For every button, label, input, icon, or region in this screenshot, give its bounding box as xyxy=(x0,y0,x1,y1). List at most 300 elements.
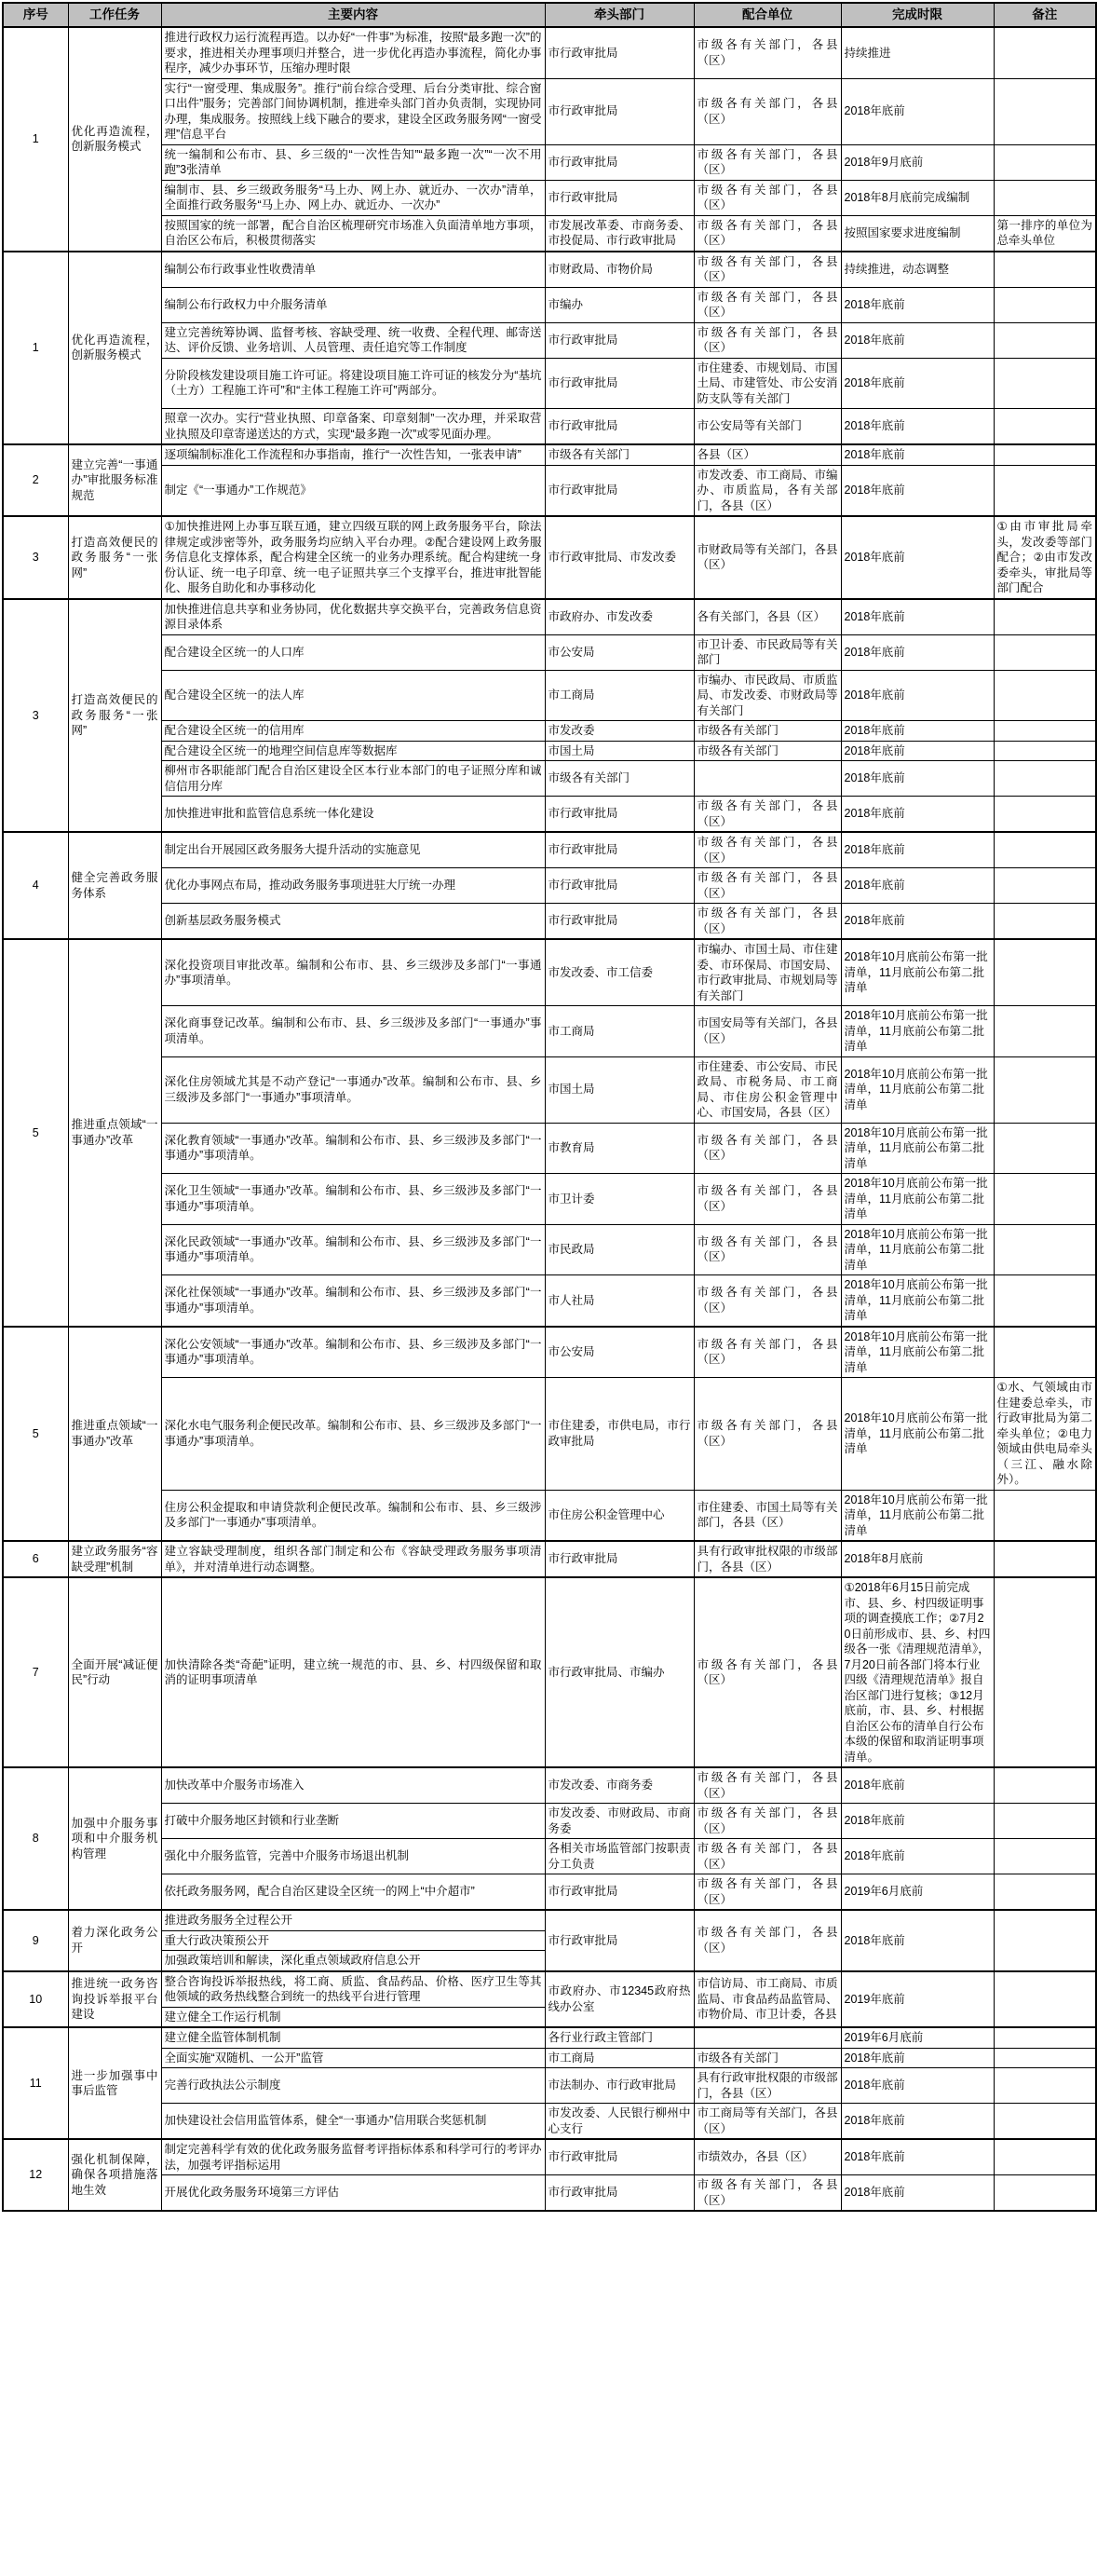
cell-deadline: 2018年10月底前公布第一批清单，11月底前公布第二批清单 xyxy=(841,1327,994,1378)
cell-task: 优化再造流程，创新服务模式 xyxy=(68,27,161,252)
cell-content: ①加快推进网上办事互联互通，建立四级互联的网上政务服务平台，除法律规定或涉密等外，政务服务均应纳入平台办理。②配合建设网上政务服务信息化支撑体系，配合构建全区统一的业务办理系统。配合构建统一身份认证、统一电子印章、统一电子证照共享三个支撑平台，推进审批智能化、服务自助化和办事移动化 xyxy=(161,516,545,599)
cell-lead: 市行政审批局 xyxy=(545,904,694,940)
cell-remark xyxy=(994,78,1096,144)
cell-lead: 市行政审批局 xyxy=(545,78,694,144)
cell-remark xyxy=(994,1275,1096,1327)
table-row xyxy=(3,1874,1096,1911)
cell-coop: 市级各有关部门，各县（区） xyxy=(694,252,841,288)
cell-task: 进一步加强事中事后监管 xyxy=(68,2027,161,2139)
cell-lead: 市卫计委 xyxy=(545,1174,694,1225)
table-header xyxy=(3,3,1096,27)
cell-content: 优化办事网点布局，推动政务服务事项进驻大厅统一办理 xyxy=(161,868,545,904)
cell-remark xyxy=(994,634,1096,670)
cell-content: 创新基层政务服务模式 xyxy=(161,904,545,940)
cell-deadline: 2018年底前 xyxy=(841,904,994,940)
table-row xyxy=(3,180,1096,215)
cell-remark: ①水、气领域由市住建委总牵头，市行政审批局为第二牵头单位；②电力领域由供电局牵头（三江、融水除外）。 xyxy=(994,1378,1096,1491)
table-row xyxy=(3,27,1096,78)
cell-deadline: 2018年10月底前公布第一批清单，11月底前公布第二批清单 xyxy=(841,1378,994,1491)
cell-deadline: 2019年底前 xyxy=(841,1971,994,2028)
cell-deadline: 2018年9月底前 xyxy=(841,144,994,180)
cell-coop: 市级各有关部门 xyxy=(694,721,841,742)
cell-lead: 市民政局 xyxy=(545,1224,694,1275)
cell-deadline: 2018年10月底前公布第一批清单，11月底前公布第二批清单 xyxy=(841,1006,994,1057)
cell-no: 6 xyxy=(3,1541,68,1577)
cell-content: 强化中介服务监管，完善中介服务市场退出机制 xyxy=(161,1839,545,1874)
cell-lead: 市行政审批局 xyxy=(545,1910,694,1971)
cell-deadline: 2018年底前 xyxy=(841,444,994,465)
table-row xyxy=(3,287,1096,322)
table-row xyxy=(3,465,1096,516)
cell-coop: 市级各有关部门，各县（区） xyxy=(694,2175,841,2212)
cell-no: 10 xyxy=(3,1971,68,2028)
table-body xyxy=(3,27,1096,2211)
cell-lead: 市工商局 xyxy=(545,2048,694,2068)
cell-coop: 市级各有关部门，各县（区） xyxy=(694,1224,841,1275)
cell-remark xyxy=(994,2027,1096,2048)
cell-coop: 市级各有关部门，各县（区） xyxy=(694,1577,841,1767)
cell-coop: 市级各有关部门，各县（区） xyxy=(694,1767,841,1804)
table-row xyxy=(3,516,1096,599)
cell-coop: 市级各有关部门，各县（区） xyxy=(694,1174,841,1225)
table-row xyxy=(3,1378,1096,1491)
cell-remark xyxy=(994,1224,1096,1275)
cell-lead: 市行政审批局 xyxy=(545,465,694,516)
cell-deadline: 2018年8月底前完成编制 xyxy=(841,180,994,215)
cell-content: 实行“一窗受理、集成服务”。推行“前台综合受理、后台分类审批、综合窗口出件”服务；完善部门间协调机制，推进牵头部门首办负责制，实现协同办理，集成服务。按照线上线下融合的要求，建设全区政务服务网“一窗受理”信息平台 xyxy=(161,78,545,144)
cell-task: 建立完善“一事通办”审批服务标准规范 xyxy=(68,444,161,516)
table-row xyxy=(3,1767,1096,1804)
cell-coop: 市绩效办，各县（区） xyxy=(694,2139,841,2175)
cell-coop: 市住建委、市公安局、市民政局、市税务局、市工商局、市住房公积金管理中心、市国安局，各县（区） xyxy=(694,1056,841,1123)
cell-remark xyxy=(994,1056,1096,1123)
cell-coop: 市财政局等有关部门，各县（区） xyxy=(694,516,841,599)
cell-lead: 市发改委、市财政局、市商务委 xyxy=(545,1804,694,1839)
cell-coop: 市级各有关部门，各县（区） xyxy=(694,797,841,833)
table-row xyxy=(3,1224,1096,1275)
cell-remark xyxy=(994,1541,1096,1577)
cell-no: 9 xyxy=(3,1910,68,1971)
cell-coop: 市级各有关部门，各县（区） xyxy=(694,144,841,180)
cell-content: 配合建设全区统一的人口库 xyxy=(161,634,545,670)
cell-coop: 市级各有关部门，各县（区） xyxy=(694,287,841,322)
cell-lead: 市发改委、市工信委 xyxy=(545,939,694,1006)
cell-deadline: 2018年底前 xyxy=(841,670,994,721)
cell-lead: 市级各有关部门 xyxy=(545,444,694,465)
cell-remark xyxy=(994,1804,1096,1839)
cell-content: 推进行政权力运行流程再造。以办好“一件事”为标准，按照“最多跑一次”的要求，推进相关办理事项归并整合，进一步优化再造办事流程，简化办事程序，减少办事环节，压缩办理时限 xyxy=(161,27,545,78)
work-plan-table xyxy=(2,2,1097,2212)
cell-remark xyxy=(994,670,1096,721)
cell-content: 深化住房领域尤其是不动产登记“一事通办”改革。编制和公布市、县、乡三级涉及多部门“一事通办”事项清单。 xyxy=(161,1056,545,1123)
cell-task: 推进重点领域“一事通办”改革 xyxy=(68,1327,161,1542)
cell-lead: 市行政审批局、市编办 xyxy=(545,1577,694,1767)
table-row xyxy=(3,599,1096,635)
cell-remark xyxy=(994,1174,1096,1225)
table-row xyxy=(3,2027,1096,2048)
cell-remark xyxy=(994,358,1096,409)
cell-no: 5 xyxy=(3,939,68,1327)
cell-content: 深化公安领域“一事通办”改革。编制和公布市、县、乡三级涉及多部门“一事通办”事项清单。 xyxy=(161,1327,545,1378)
cell-deadline: 2018年底前 xyxy=(841,78,994,144)
cell-coop: 市级各有关部门，各县（区） xyxy=(694,1378,841,1491)
cell-no: 3 xyxy=(3,516,68,599)
cell-remark xyxy=(994,27,1096,78)
table-row xyxy=(3,904,1096,940)
cell-lead: 市公安局 xyxy=(545,634,694,670)
cell-task: 推进统一政务咨询投诉举报平台建设 xyxy=(68,1971,161,2028)
cell-content: 建立健全监管体制机制 xyxy=(161,2027,545,2048)
cell-content: 重大行政决策预公开 xyxy=(161,1930,545,1951)
cell-deadline: 持续推进 xyxy=(841,27,994,78)
header-cell-remark: 备注 xyxy=(994,3,1096,27)
cell-lead: 市级各有关部门 xyxy=(545,761,694,797)
cell-remark xyxy=(994,1123,1096,1174)
cell-lead: 市行政审批局 xyxy=(545,797,694,833)
cell-coop: 市级各有关部门，各县（区） xyxy=(694,1275,841,1327)
cell-no: 1 xyxy=(3,27,68,252)
cell-remark xyxy=(994,444,1096,465)
table-row xyxy=(3,322,1096,358)
cell-deadline: 2018年10月底前公布第一批清单，11月底前公布第二批清单 xyxy=(841,939,994,1006)
header-cell-coop: 配合单位 xyxy=(694,3,841,27)
cell-content: 推进政务服务全过程公开 xyxy=(161,1910,545,1930)
cell-deadline: 2019年6月底前 xyxy=(841,2027,994,2048)
cell-content: 分阶段核发建设项目施工许可证。将建设项目施工许可证的核发分为“基坑（土方）工程施工许可”和“主体工程施工许可”两部分。 xyxy=(161,358,545,409)
cell-task: 打造高效便民的政务服务“一张网” xyxy=(68,516,161,599)
cell-coop: 市住建委、市规划局、市国土局、市建管处、市公安消防支队等有关部门 xyxy=(694,358,841,409)
cell-content: 加快改革中介服务市场准入 xyxy=(161,1767,545,1804)
cell-content: 编制公布行政权力中介服务清单 xyxy=(161,287,545,322)
table-row xyxy=(3,2068,1096,2104)
cell-content: 建立完善统筹协调、监督考核、容缺受理、统一收费、全程代理、邮寄送达、评价反馈、业务培训、人员管理、责任追究等工作制度 xyxy=(161,322,545,358)
cell-coop: 市级各有关部门，各县（区） xyxy=(694,1874,841,1911)
cell-deadline: 2018年底前 xyxy=(841,1839,994,1874)
cell-lead: 市人社局 xyxy=(545,1275,694,1327)
cell-deadline: 按照国家要求进度编制 xyxy=(841,215,994,252)
cell-content: 深化民政领域“一事通办”改革。编制和公布市、县、乡三级涉及多部门“一事通办”事项清单。 xyxy=(161,1224,545,1275)
cell-deadline: 2018年底前 xyxy=(841,2048,994,2068)
cell-content: 深化水电气服务利企便民改革。编制和公布市、县、乡三级涉及多部门“一事通办”事项清单。 xyxy=(161,1378,545,1491)
cell-coop: 市国安局等有关部门，各县（区） xyxy=(694,1006,841,1057)
cell-remark xyxy=(994,287,1096,322)
header-cell-no: 序号 xyxy=(3,3,68,27)
cell-remark xyxy=(994,144,1096,180)
cell-deadline: 2018年底前 xyxy=(841,2104,994,2140)
cell-deadline: 2018年底前 xyxy=(841,2068,994,2104)
cell-lead: 市发改委、市商务委 xyxy=(545,1767,694,1804)
cell-content: 打破中介服务地区封锁和行业垄断 xyxy=(161,1804,545,1839)
cell-deadline: 2018年底前 xyxy=(841,721,994,742)
table-row xyxy=(3,444,1096,465)
cell-task: 建立政务服务“容缺受理”机制 xyxy=(68,1541,161,1577)
cell-task: 打造高效便民的政务服务“一张网” xyxy=(68,599,161,833)
cell-deadline: 2018年10月底前公布第一批清单，11月底前公布第二批清单 xyxy=(841,1056,994,1123)
cell-content: 编制公布行政事业性收费清单 xyxy=(161,252,545,288)
table-row xyxy=(3,741,1096,761)
cell-no: 8 xyxy=(3,1767,68,1910)
table-row xyxy=(3,1275,1096,1327)
header-cell-task: 工作任务 xyxy=(68,3,161,27)
cell-task: 着力深化政务公开 xyxy=(68,1910,161,1971)
table-row xyxy=(3,215,1096,252)
cell-deadline: 2018年底前 xyxy=(841,287,994,322)
cell-content: 深化社保领域“一事通办”改革。编制和公布市、县、乡三级涉及多部门“一事通办”事项清单。 xyxy=(161,1275,545,1327)
cell-lead: 市发展改革委、市商务委、市投促局、市行政审批局 xyxy=(545,215,694,252)
cell-content: 照章一次办。实行“营业执照、印章备案、印章刻制”一次办理，并采取营业执照及印章寄递送达的方式，实现“最多跑一次”或零见面办理。 xyxy=(161,409,545,445)
cell-lead: 市住房公积金管理中心 xyxy=(545,1490,694,1541)
table-row xyxy=(3,252,1096,288)
cell-remark xyxy=(994,741,1096,761)
cell-content: 完善行政执法公示制度 xyxy=(161,2068,545,2104)
cell-coop: 市级各有关部门，各县（区） xyxy=(694,215,841,252)
table-row xyxy=(3,1327,1096,1378)
cell-task: 健全完善政务服务体系 xyxy=(68,832,161,939)
cell-deadline: 2018年底前 xyxy=(841,797,994,833)
table-row xyxy=(3,2104,1096,2140)
cell-content: 建立健全工作运行机制 xyxy=(161,2007,545,2027)
cell-remark xyxy=(994,2175,1096,2212)
table-row xyxy=(3,1577,1096,1767)
cell-deadline: ①2018年6月15日前完成市、县、乡、村四级证明事项的调查摸底工作；②7月20日前形成市、县、乡、村四级各一张《清理规范清单》，7月20日前各部门将本行业四级《清理规范清单》报自治区部门进行复核；③12月底前，市、县、乡、村根据自治区公布的清单自行公布本级的保留和取消证明事项清单。 xyxy=(841,1577,994,1767)
cell-coop: 市级各有关部门，各县（区） xyxy=(694,180,841,215)
cell-coop: 市级各有关部门 xyxy=(694,2048,841,2068)
cell-remark xyxy=(994,1910,1096,1971)
table-row xyxy=(3,868,1096,904)
cell-deadline: 2018年底前 xyxy=(841,741,994,761)
cell-no: 4 xyxy=(3,832,68,939)
cell-content: 加强政策培训和解读，深化重点领域政府信息公开 xyxy=(161,1951,545,1971)
table-row xyxy=(3,1123,1096,1174)
cell-coop: 市级各有关部门，各县（区） xyxy=(694,1910,841,1971)
cell-lead: 市行政审批局 xyxy=(545,358,694,409)
cell-remark xyxy=(994,252,1096,288)
cell-content: 配合建设全区统一的信用库 xyxy=(161,721,545,742)
cell-task: 强化机制保障，确保各项措施落地生效 xyxy=(68,2139,161,2211)
cell-content: 深化商事登记改革。编制和公布市、县、乡三级涉及多部门“一事通办”事项清单。 xyxy=(161,1006,545,1057)
table-row xyxy=(3,832,1096,868)
cell-content: 全面实施“双随机、一公开”监管 xyxy=(161,2048,545,2068)
table-row xyxy=(3,409,1096,445)
cell-no: 7 xyxy=(3,1577,68,1767)
cell-lead: 市行政审批局 xyxy=(545,1541,694,1577)
cell-coop: 各有关部门，各县（区） xyxy=(694,599,841,635)
cell-lead: 市政府办、市发改委 xyxy=(545,599,694,635)
cell-remark xyxy=(994,2139,1096,2175)
cell-coop: 市级各有关部门，各县（区） xyxy=(694,27,841,78)
cell-content: 整合咨询投诉举报热线，将工商、质监、食品药品、价格、医疗卫生等其他领域的政务热线整合到统一的热线平台进行管理 xyxy=(161,1971,545,2008)
table-row xyxy=(3,797,1096,833)
cell-lead: 市编办 xyxy=(545,287,694,322)
cell-content: 柳州市各职能部门配合自治区建设全区本行业本部门的电子证照分库和诚信信用分库 xyxy=(161,761,545,797)
table-row xyxy=(3,2175,1096,2212)
cell-remark xyxy=(994,409,1096,445)
cell-lead: 市行政审批局 xyxy=(545,144,694,180)
table-row xyxy=(3,78,1096,144)
cell-task: 推进重点领域“一事通办”改革 xyxy=(68,939,161,1327)
cell-lead: 市工商局 xyxy=(545,1006,694,1057)
table-row xyxy=(3,1541,1096,1577)
cell-deadline: 2018年10月底前公布第一批清单，11月底前公布第二批清单 xyxy=(841,1123,994,1174)
table-row xyxy=(3,144,1096,180)
cell-remark xyxy=(994,904,1096,940)
cell-lead: 市财政局、市物价局 xyxy=(545,252,694,288)
cell-coop: 具有行政审批权限的市级部门，各县（区） xyxy=(694,1541,841,1577)
cell-content: 住房公积金提取和申请贷款利企便民改革。编制和公布市、县、乡三级涉及多部门“一事通办”事项清单。 xyxy=(161,1490,545,1541)
cell-no: 11 xyxy=(3,2027,68,2139)
cell-remark xyxy=(994,1874,1096,1911)
cell-remark xyxy=(994,2104,1096,2140)
cell-deadline: 2018年底前 xyxy=(841,2175,994,2212)
cell-deadline: 2018年10月底前公布第一批清单，11月底前公布第二批清单 xyxy=(841,1224,994,1275)
cell-content: 统一编制和公布市、县、乡三级的“一次性告知”“最多跑一次”“一次不用跑”3张清单 xyxy=(161,144,545,180)
cell-coop: 市级各有关部门，各县（区） xyxy=(694,868,841,904)
cell-content: 按照国家的统一部署，配合自治区梳理研究市场准入负面清单地方事项，自治区公布后，积极贯彻落实 xyxy=(161,215,545,252)
cell-remark xyxy=(994,832,1096,868)
cell-deadline: 2018年底前 xyxy=(841,599,994,635)
cell-lead: 市法制办、市行政审批局 xyxy=(545,2068,694,2104)
cell-coop xyxy=(694,761,841,797)
cell-remark xyxy=(994,1006,1096,1057)
cell-coop: 具有行政审批权限的市级部门，各县（区） xyxy=(694,2068,841,2104)
table-row xyxy=(3,2139,1096,2175)
header-cell-lead: 牵头部门 xyxy=(545,3,694,27)
cell-deadline: 2018年底前 xyxy=(841,2139,994,2175)
cell-deadline: 2018年底前 xyxy=(841,832,994,868)
cell-remark xyxy=(994,1839,1096,1874)
cell-lead: 市政府办、市12345政府热线办公室 xyxy=(545,1971,694,2028)
cell-deadline: 2018年底前 xyxy=(841,322,994,358)
cell-lead: 市住建委，市供电局，市行政审批局 xyxy=(545,1378,694,1491)
cell-lead: 市行政审批局 xyxy=(545,1874,694,1911)
cell-lead: 市发改委、人民银行柳州中心支行 xyxy=(545,2104,694,2140)
cell-content: 加快清除各类“奇葩”证明，建立统一规范的市、县、乡、村四级保留和取消的证明事项清单 xyxy=(161,1577,545,1767)
cell-lead: 市公安局 xyxy=(545,1327,694,1378)
cell-remark xyxy=(994,761,1096,797)
cell-deadline: 2018年10月底前公布第一批清单，11月底前公布第二批清单 xyxy=(841,1490,994,1541)
cell-remark xyxy=(994,1577,1096,1767)
cell-coop: 市级各有关部门，各县（区） xyxy=(694,1804,841,1839)
cell-deadline: 2018年10月底前公布第一批清单，11月底前公布第二批清单 xyxy=(841,1174,994,1225)
cell-remark xyxy=(994,939,1096,1006)
cell-lead: 市行政审批局 xyxy=(545,2175,694,2212)
cell-lead: 市行政审批局 xyxy=(545,322,694,358)
cell-content: 逐项编制标准化工作流程和办事指南，推行“一次性告知，一张表申请” xyxy=(161,444,545,465)
cell-coop: 市级各有关部门，各县（区） xyxy=(694,1839,841,1874)
cell-lead: 市工商局 xyxy=(545,670,694,721)
cell-no: 12 xyxy=(3,2139,68,2211)
cell-coop: 市级各有关部门，各县（区） xyxy=(694,78,841,144)
cell-remark xyxy=(994,2048,1096,2068)
table-row xyxy=(3,1490,1096,1541)
cell-deadline: 2018年8月底前 xyxy=(841,1541,994,1577)
table-row xyxy=(3,1174,1096,1225)
cell-lead: 各相关市场监管部门按职责分工负责 xyxy=(545,1839,694,1874)
cell-lead: 市行政审批局 xyxy=(545,868,694,904)
cell-deadline: 持续推进，动态调整 xyxy=(841,252,994,288)
cell-coop: 市级各有关部门，各县（区） xyxy=(694,322,841,358)
table-row xyxy=(3,1971,1096,2008)
cell-coop: 市级各有关部门，各县（区） xyxy=(694,904,841,940)
cell-no: 2 xyxy=(3,444,68,516)
cell-deadline: 2018年10月底前公布第一批清单，11月底前公布第二批清单 xyxy=(841,1275,994,1327)
cell-content: 深化教育领域“一事通办”改革。编制和公布市、县、乡三级涉及多部门“一事通办”事项清单。 xyxy=(161,1123,545,1174)
table-row xyxy=(3,634,1096,670)
cell-lead: 市行政审批局 xyxy=(545,409,694,445)
cell-deadline: 2018年底前 xyxy=(841,1910,994,1971)
header-cell-deadline: 完成时限 xyxy=(841,3,994,27)
cell-task: 优化再造流程，创新服务模式 xyxy=(68,252,161,445)
cell-content: 依托政务服务网，配合自治区建设全区统一的网上“中介超市” xyxy=(161,1874,545,1911)
cell-content: 加快建设社会信用监管体系，健全“一事通办”信用联合奖惩机制 xyxy=(161,2104,545,2140)
cell-no: 1 xyxy=(3,252,68,445)
cell-deadline: 2018年底前 xyxy=(841,1804,994,1839)
table-row xyxy=(3,670,1096,721)
cell-content: 建立容缺受理制度，组织各部门制定和公布《容缺受理政务服务事项清单》，并对清单进行动态调整。 xyxy=(161,1541,545,1577)
cell-remark xyxy=(994,1971,1096,2028)
table-row xyxy=(3,761,1096,797)
cell-content: 制定出台开展园区政务服务大提升活动的实施意见 xyxy=(161,832,545,868)
cell-remark xyxy=(994,1767,1096,1804)
cell-content: 深化卫生领域“一事通办”改革。编制和公布市、县、乡三级涉及多部门“一事通办”事项清单。 xyxy=(161,1174,545,1225)
cell-lead: 市发改委 xyxy=(545,721,694,742)
cell-deadline: 2018年底前 xyxy=(841,868,994,904)
cell-deadline: 2019年6月底前 xyxy=(841,1874,994,1911)
cell-coop: 市编办、市国土局、市住建委、市环保局、市国安局、市行政审批局、市规划局等有关部门 xyxy=(694,939,841,1006)
table-row xyxy=(3,358,1096,409)
cell-remark xyxy=(994,322,1096,358)
table-row xyxy=(3,1056,1096,1123)
table-row xyxy=(3,1910,1096,1930)
cell-lead: 市教育局 xyxy=(545,1123,694,1174)
table-row xyxy=(3,1804,1096,1839)
cell-remark: 第一排序的单位为总牵头单位 xyxy=(994,215,1096,252)
cell-lead: 市行政审批局 xyxy=(545,27,694,78)
cell-coop: 市工商局等有关部门，各县（区） xyxy=(694,2104,841,2140)
cell-coop: 各县（区） xyxy=(694,444,841,465)
cell-remark xyxy=(994,868,1096,904)
cell-deadline: 2018年底前 xyxy=(841,516,994,599)
cell-remark xyxy=(994,797,1096,833)
cell-remark xyxy=(994,465,1096,516)
table-row xyxy=(3,1006,1096,1057)
table-row xyxy=(3,721,1096,742)
cell-content: 开展优化政务服务环境第三方评估 xyxy=(161,2175,545,2212)
cell-coop: 市公安局等有关部门 xyxy=(694,409,841,445)
table-row xyxy=(3,2048,1096,2068)
cell-content: 配合建设全区统一的法人库 xyxy=(161,670,545,721)
cell-remark xyxy=(994,599,1096,635)
cell-content: 加快推进信息共享和业务协同，优化数据共享交换平台，完善政务信息资源目录体系 xyxy=(161,599,545,635)
cell-coop: 市卫计委、市民政局等有关部门 xyxy=(694,634,841,670)
cell-lead: 市行政审批局 xyxy=(545,2139,694,2175)
cell-lead: 市行政审批局、市发改委 xyxy=(545,516,694,599)
cell-task: 加强中介服务事项和中介服务机构管理 xyxy=(68,1767,161,1910)
cell-lead: 市国土局 xyxy=(545,1056,694,1123)
cell-lead: 各行业行政主管部门 xyxy=(545,2027,694,2048)
cell-deadline: 2018年底前 xyxy=(841,1767,994,1804)
cell-no: 5 xyxy=(3,1327,68,1542)
cell-coop: 市级各有关部门 xyxy=(694,741,841,761)
cell-remark xyxy=(994,180,1096,215)
cell-content: 加快推进审批和监管信息系统一体化建设 xyxy=(161,797,545,833)
cell-content: 配合建设全区统一的地理空间信息库等数据库 xyxy=(161,741,545,761)
cell-remark xyxy=(994,1490,1096,1541)
cell-content: 制定《“一事通办”工作规范》 xyxy=(161,465,545,516)
cell-remark: ①由市审批局牵头，发改委等部门配合；②由市发改委牵头，审批局等部门配合 xyxy=(994,516,1096,599)
cell-remark xyxy=(994,1327,1096,1378)
cell-coop: 市级各有关部门，各县（区） xyxy=(694,832,841,868)
